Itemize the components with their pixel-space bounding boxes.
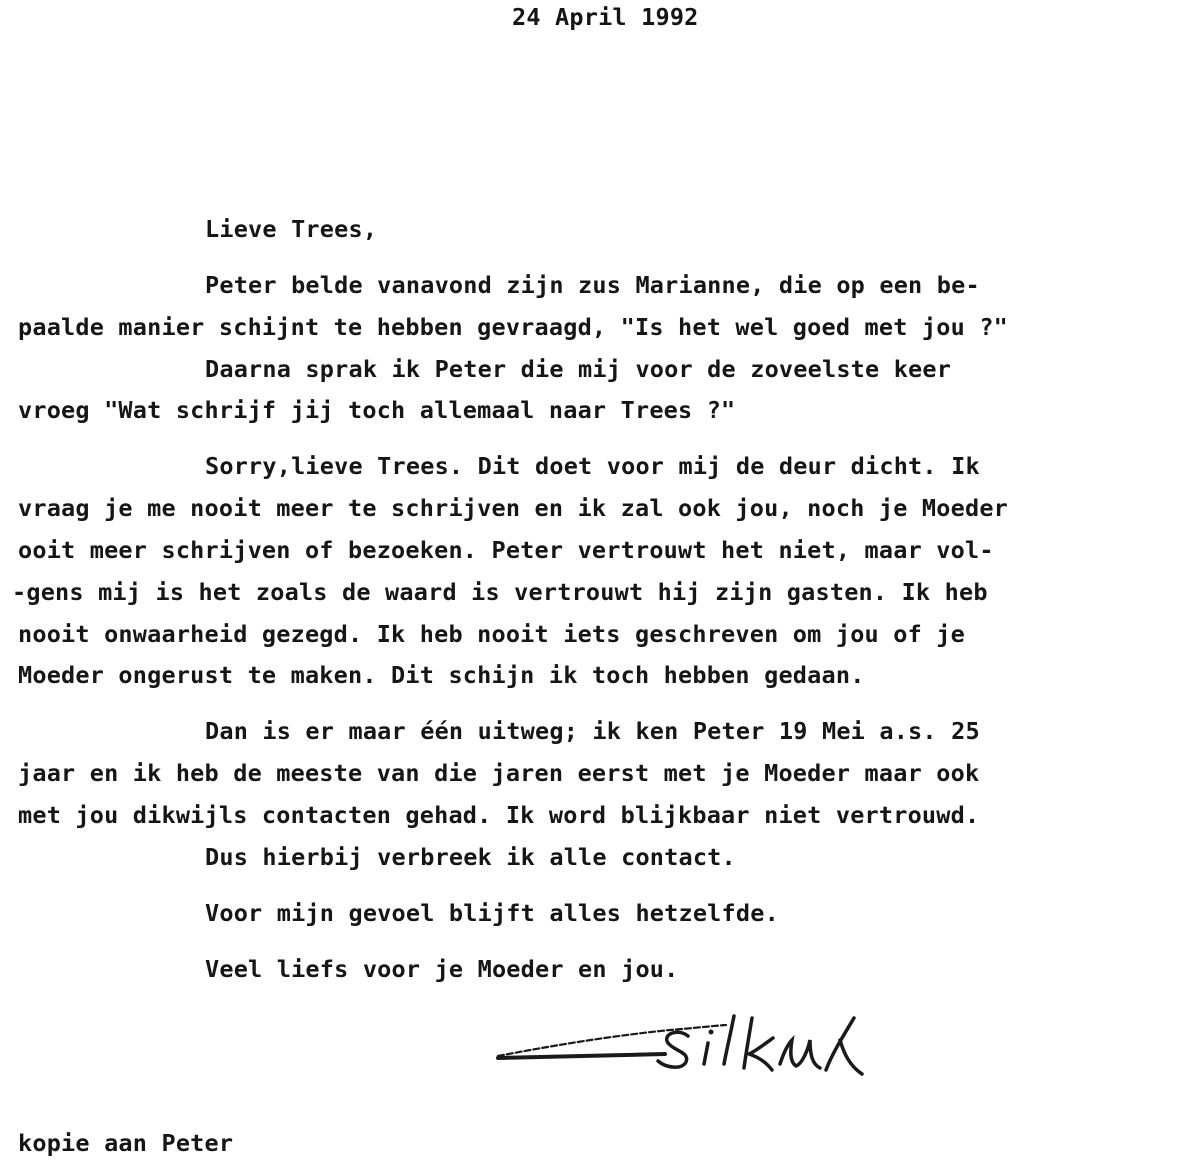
body-line: nooit onwaarheid gezegd. Ik heb nooit iets geschreven om jou of je (18, 620, 965, 648)
handwritten-signature (490, 998, 890, 1088)
body-line: Moeder ongerust te maken. Dit schijn ik toch hebben gedaan. (18, 661, 865, 689)
body-line: vraag je me nooit meer te schrijven en ik zal ook jou, noch je Moeder (18, 494, 1009, 522)
body-line: Dan is er maar één uitweg; ik ken Peter 19 Mei a.s. 25 (205, 717, 980, 745)
body-line: met jou dikwijls contacten gehad. Ik word blijkbaar niet vertrouwd. (18, 801, 980, 829)
body-line: Peter belde vanavond zijn zus Marianne, die op een be- (205, 271, 980, 299)
body-line: -gens mij is het zoals de waard is vertrouwt hij zijn gasten. Ik heb (12, 578, 988, 606)
body-line: Veel liefs voor je Moeder en jou. (205, 955, 679, 983)
body-line: vroeg "Wat schrijf jij toch allemaal naar Trees ?" (18, 396, 736, 424)
body-line: jaar en ik heb de meeste van die jaren eerst met je Moeder maar ook (18, 759, 980, 787)
body-line: Daarna sprak ik Peter die mij voor de zoveelste keer (205, 355, 952, 383)
body-line: Sorry,lieve Trees. Dit doet voor mij de deur dicht. Ik (205, 452, 980, 480)
body-line: Voor mijn gevoel blijft alles hetzelfde. (205, 899, 779, 927)
letter-salutation: Lieve Trees, (205, 215, 378, 243)
copy-notice: kopie aan Peter (18, 1129, 234, 1157)
body-line: Dus hierbij verbreek ik alle contact. (205, 843, 736, 871)
body-line: paalde manier schijnt te hebben gevraagd, "Is het wel goed met jou ?" (18, 313, 1009, 341)
letter-date: 24 April 1992 (512, 3, 699, 31)
body-line: ooit meer schrijven of bezoeken. Peter vertrouwt het niet, maar vol- (18, 536, 994, 564)
